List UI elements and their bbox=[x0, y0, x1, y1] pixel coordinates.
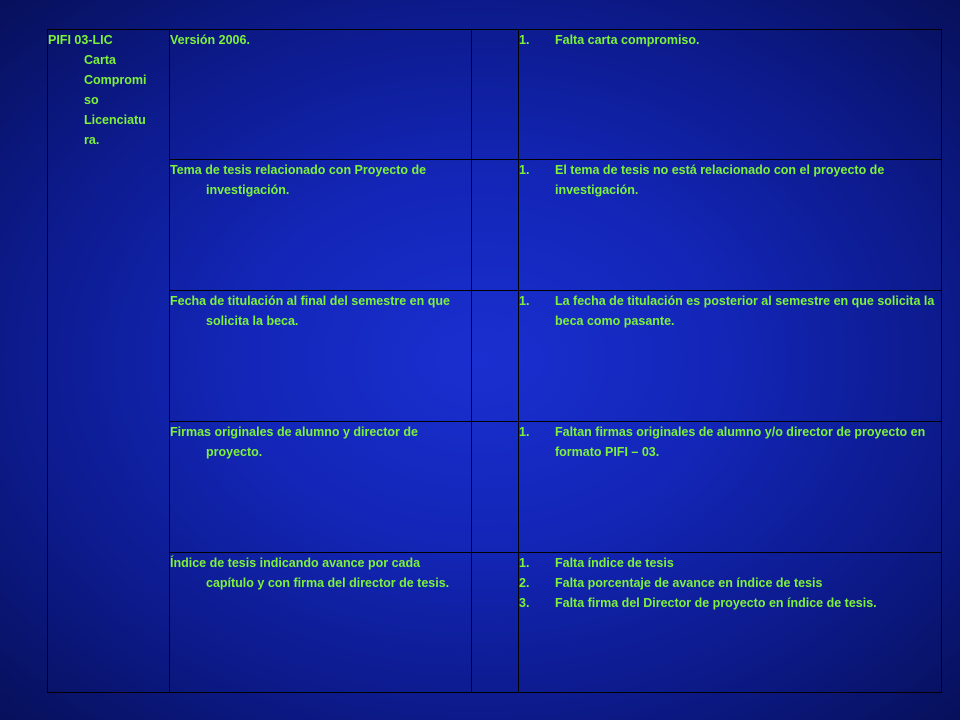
blank-cell bbox=[472, 30, 519, 160]
error-item bbox=[519, 291, 941, 331]
document-name-line: Licenciatu bbox=[84, 113, 146, 127]
table-row bbox=[48, 553, 942, 693]
requirement-text: Versión 2006. bbox=[170, 33, 250, 47]
error-item bbox=[519, 30, 941, 50]
error-cell bbox=[519, 422, 942, 553]
error-number: 2. bbox=[519, 576, 530, 590]
error-item bbox=[519, 593, 941, 613]
document-code: PIFI 03-LIC bbox=[48, 33, 113, 47]
requirement-text: Firmas originales de alumno y director de proyecto. bbox=[170, 425, 418, 459]
requirement-cell bbox=[170, 30, 472, 160]
error-number: 1. bbox=[519, 163, 530, 177]
requirement-text: Fecha de titulación al final del semestre en que solicita la beca. bbox=[170, 294, 450, 328]
error-list bbox=[519, 160, 941, 200]
error-number: 1. bbox=[519, 294, 530, 308]
error-text: Falta porcentaje de avance en índice de tesis bbox=[555, 576, 823, 590]
table-row bbox=[48, 422, 942, 553]
error-number: 1. bbox=[519, 425, 530, 439]
error-item bbox=[519, 422, 941, 462]
error-item bbox=[519, 573, 941, 593]
document-name-line: Carta bbox=[84, 53, 116, 67]
requirement-cell bbox=[170, 160, 472, 291]
error-list bbox=[519, 291, 941, 331]
document-name-line: Compromi bbox=[84, 73, 147, 87]
requirement-text: Tema de tesis relacionado con Proyecto de investigación. bbox=[170, 163, 427, 197]
error-text: Faltan firmas originales de alumno y/o director de proyecto en formato PIFI – 03. bbox=[555, 425, 926, 459]
error-list bbox=[519, 422, 941, 462]
requirement-cell bbox=[170, 422, 472, 553]
error-item bbox=[519, 160, 941, 200]
document-name-line: so bbox=[84, 93, 99, 107]
requirement-cell bbox=[170, 291, 472, 422]
error-item bbox=[519, 553, 941, 573]
error-list bbox=[519, 553, 941, 613]
blank-cell bbox=[472, 291, 519, 422]
error-number: 1. bbox=[519, 556, 530, 570]
requirement-cell bbox=[170, 553, 472, 693]
error-text: Falta carta compromiso. bbox=[555, 33, 700, 47]
error-list bbox=[519, 30, 941, 50]
error-cell bbox=[519, 160, 942, 291]
blank-cell bbox=[472, 160, 519, 291]
requirement-text: Índice de tesis indicando avance por cada capítulo y con firma del director de tesis. bbox=[170, 556, 450, 590]
error-text: El tema de tesis no está relacionado con el proyecto de investigación. bbox=[555, 163, 885, 197]
error-number: 3. bbox=[519, 596, 530, 610]
document-cell bbox=[48, 30, 170, 693]
error-number: 1. bbox=[519, 33, 530, 47]
error-cell bbox=[519, 291, 942, 422]
error-text: Falta índice de tesis bbox=[555, 556, 674, 570]
error-text: Falta firma del Director de proyecto en índice de tesis. bbox=[555, 596, 877, 610]
error-cell bbox=[519, 553, 942, 693]
error-cell bbox=[519, 30, 942, 160]
error-text: La fecha de titulación es posterior al semestre en que solicita la beca como pasante. bbox=[555, 294, 935, 328]
criteria-table bbox=[47, 29, 942, 693]
blank-cell bbox=[472, 553, 519, 693]
table-row bbox=[48, 30, 942, 160]
blank-cell bbox=[472, 422, 519, 553]
table-row bbox=[48, 160, 942, 291]
document-name-line: ra. bbox=[84, 133, 100, 147]
table-row bbox=[48, 291, 942, 422]
